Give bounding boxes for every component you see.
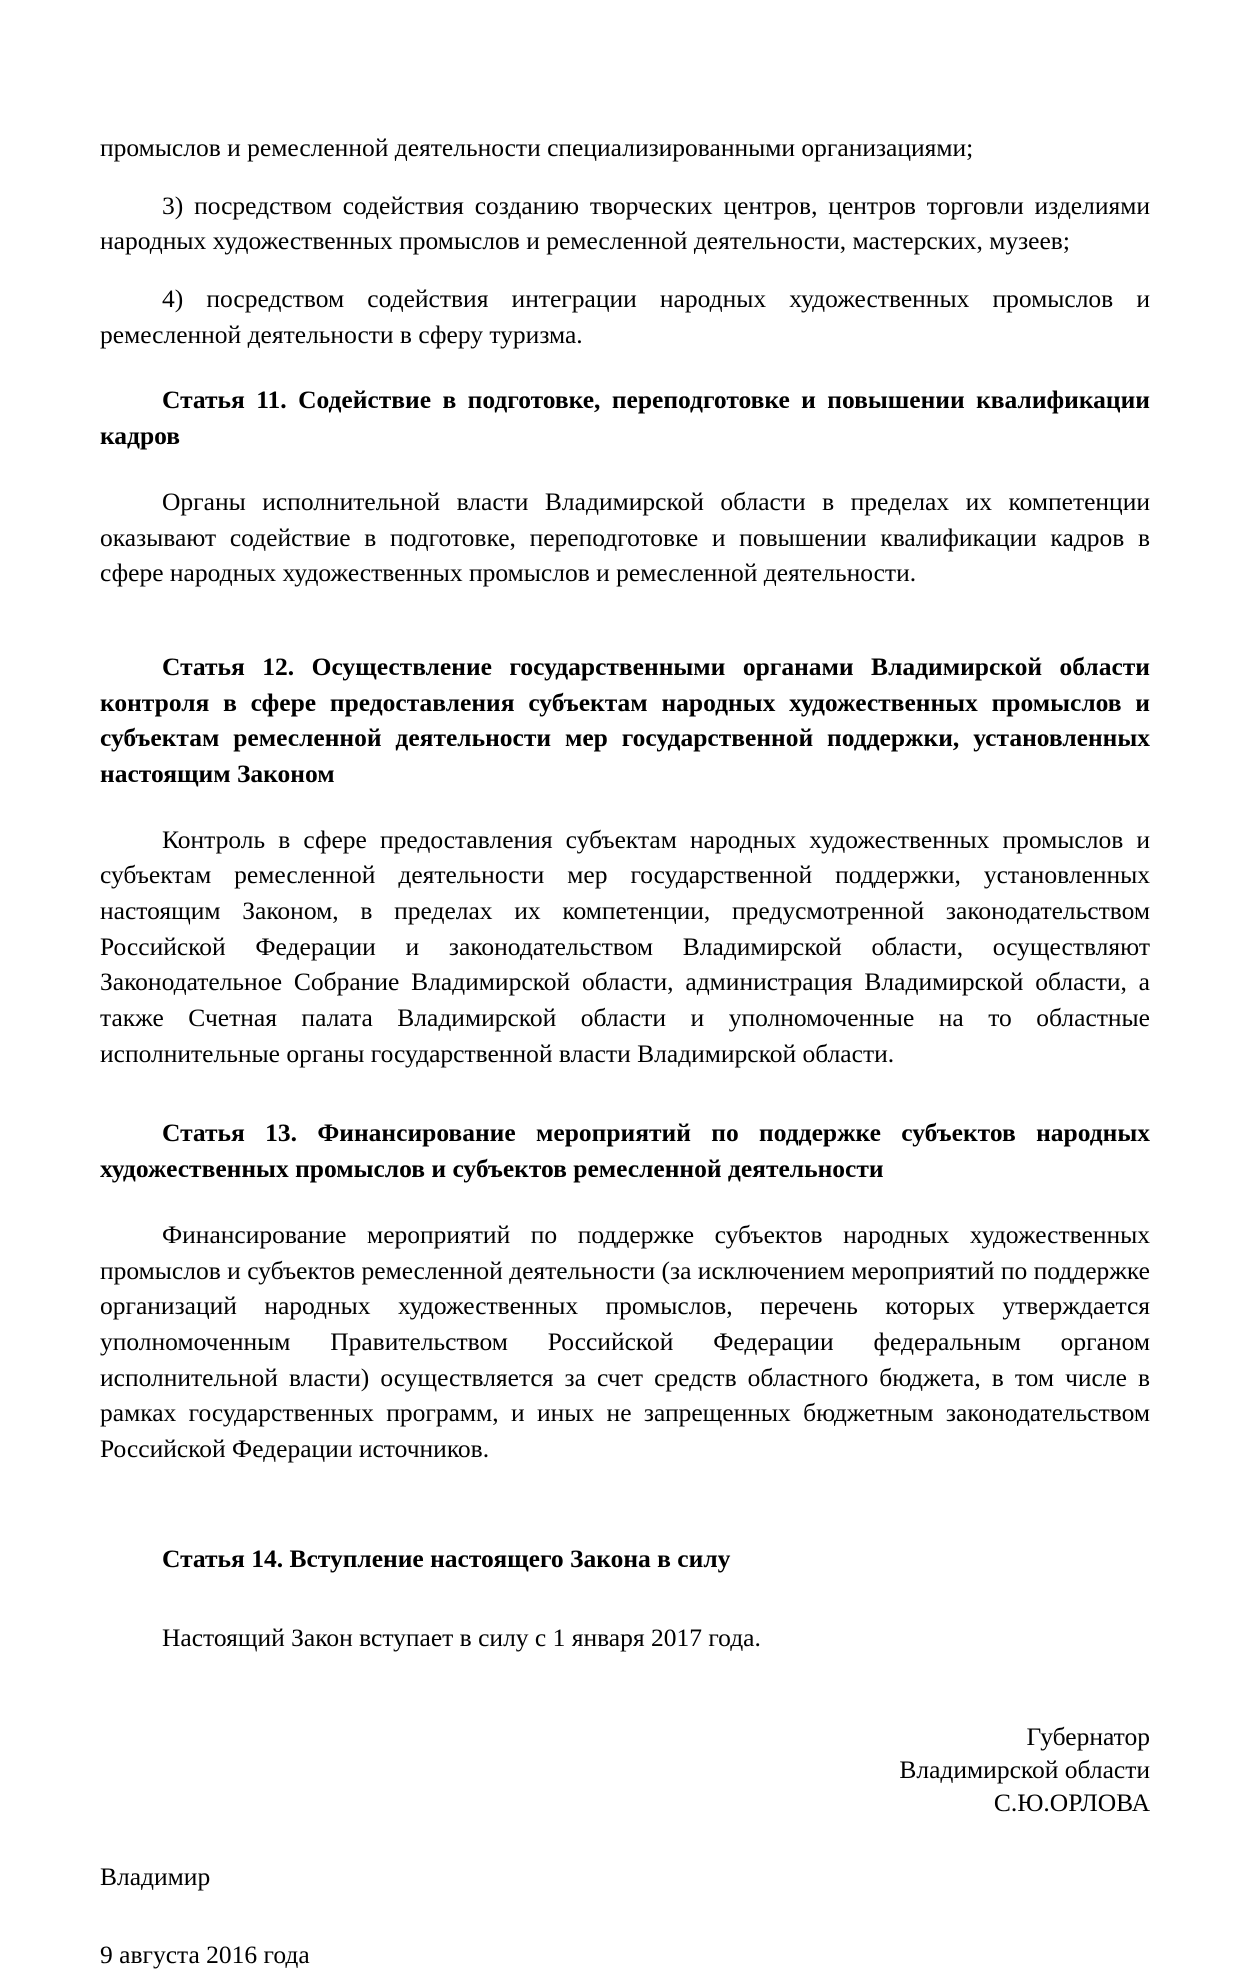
article-13-body: Финансирование мероприятий по поддержке субъектов народных художественных промыслов и субъектов ремесленной деятельности (за исключением мероприятий по поддержке организаций народных художественных промыслов, перечень которых утверждается уполномоченным Правительством Российской Федерации федеральным органом исполнительной власти) осуществляется за счет средств областного бюджета, в том числе в рамках государственных программ, и иных не запрещенных бюджетным законодательством Российской Федерации источников. bbox=[100, 1219, 1150, 1463]
spacer bbox=[100, 259, 1150, 281]
signature-block bbox=[100, 1720, 1150, 1819]
signatory-region: Владимирской области bbox=[899, 1755, 1150, 1785]
signatory-name: С.Ю.ОРЛОВА bbox=[993, 1788, 1150, 1818]
signatory-title: Губернатор bbox=[1026, 1722, 1150, 1751]
article-11-body: Органы исполнительной власти Владимирской области в пределах их компетенции оказывают содействие в подготовке, переподготовке и повышении квалификации кадров в сфере народных художественных промыслов и ремесленной деятельности. bbox=[100, 486, 1150, 588]
spacer bbox=[100, 166, 1150, 188]
article-12-heading: Статья 12. Осуществление государственными органами Владимирской области контроля в сфере предоставления субъектам народных художественных промыслов и субъектам ремесленной деятельности мер государственной поддержки, установленных настоящим Законом bbox=[100, 651, 1150, 788]
list-item-4: 4) посредством содействия интеграции народных художественных промыслов и ремесленной деятельности в сферу туризма. bbox=[100, 284, 1150, 349]
spacer bbox=[100, 454, 1150, 484]
continued-paragraph: промыслов и ремесленной деятельности специализированными организациями; bbox=[100, 133, 974, 162]
list-item-3: 3) посредством содействия созданию творческих центров, центров торговли изделиями народных художественных промыслов и ремесленной деятельности, мастерских, музеев; bbox=[100, 190, 1150, 256]
date-of-signing: 9 августа 2016 года bbox=[100, 1940, 310, 1970]
spacer bbox=[100, 1576, 1150, 1620]
article-13-heading: Статья 13. Финансирование мероприятий по поддержке субъектов народных художественных промыслов и субъектов ремесленной деятельности bbox=[100, 1118, 1150, 1184]
spacer bbox=[100, 1467, 1150, 1541]
article-14-body: Настоящий Закон вступает в силу с 1 января 2017 года. bbox=[162, 1623, 761, 1653]
article-14-heading: Статья 14. Вступление настоящего Закона в силу bbox=[162, 1543, 731, 1573]
spacer bbox=[100, 352, 1150, 382]
article-11-heading: Статья 11. Содействие в подготовке, переподготовке и повышении квалификации кадров bbox=[100, 385, 1150, 451]
article-12-body: Контроль в сфере предоставления субъектам народных художественных промыслов и субъектам ремесленной деятельности мер государственной поддержки, установленных настоящим Законом, в пределах их компетенции, предусмотренной законодательством Российской Федерации и законодательством Владимирской области, осуществляют Законодательное Собрание Владимирской области, администрация Владимирской области, а также Счетная палата Владимирской области и уполномоченные на то областные исполнительные органы государственной власти Владимирской области. bbox=[100, 824, 1150, 1068]
spacer bbox=[100, 1071, 1150, 1115]
spacer bbox=[100, 591, 1150, 649]
spacer bbox=[100, 792, 1150, 822]
place-of-signing: Владимир bbox=[100, 1862, 211, 1892]
spacer bbox=[100, 1187, 1150, 1217]
document-body bbox=[100, 130, 1150, 1973]
